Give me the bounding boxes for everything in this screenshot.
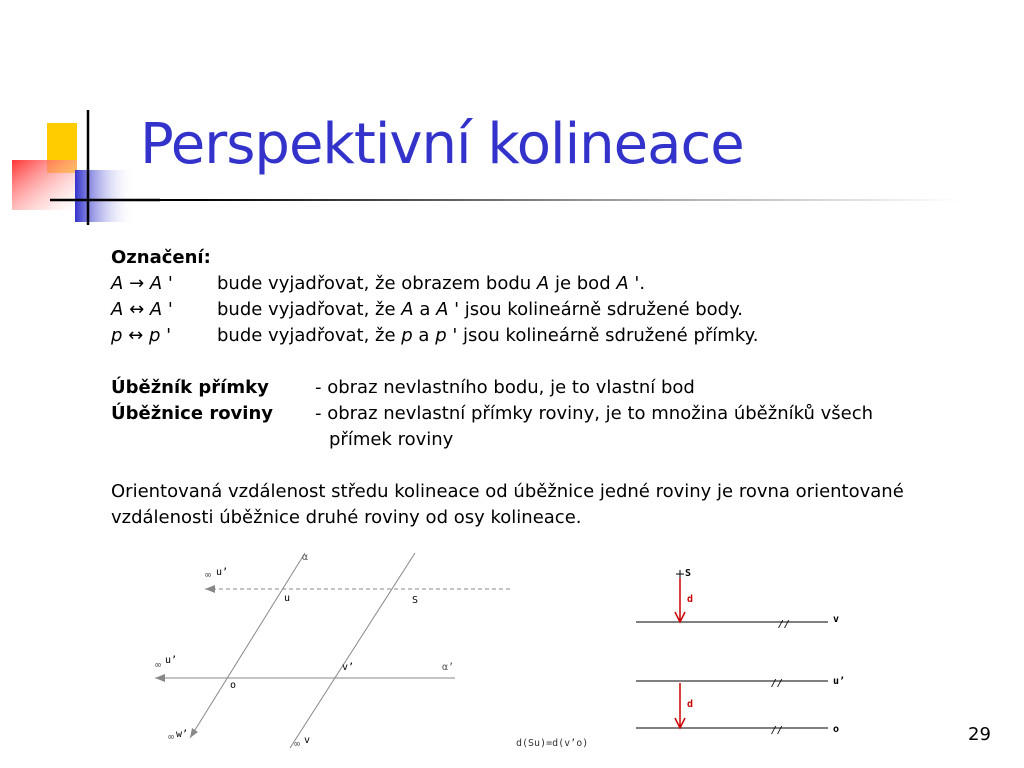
- page-number: 29: [968, 724, 991, 745]
- label-d: d: [687, 699, 694, 710]
- label-o: o: [833, 724, 840, 735]
- label-inf: ∞: [205, 570, 212, 581]
- parallel-mark: //: [778, 619, 791, 630]
- parallel-mark: //: [771, 725, 784, 736]
- parallel-mark: //: [771, 678, 784, 689]
- definition-term: Úběžnice roviny: [111, 403, 274, 424]
- label-w-prime: w’: [176, 729, 189, 740]
- figure-right: [630, 560, 850, 746]
- slide-title: Perspektivní kolineace: [140, 112, 744, 177]
- label-alpha: α: [302, 552, 309, 563]
- definition-row: [111, 401, 991, 427]
- figure-left: [150, 548, 610, 754]
- label-inf: ∞: [294, 739, 301, 750]
- slide-body: [111, 245, 991, 531]
- label-u-prime: u’: [833, 676, 846, 687]
- definition-term: Úběžník přímky: [111, 377, 269, 398]
- label-u: u: [284, 593, 291, 604]
- figure-caption: d(Su)=d(v’o): [516, 738, 589, 749]
- label-u-prime: u’: [216, 567, 229, 578]
- label-inf: ∞: [155, 660, 162, 671]
- orientation-paragraph: Orientovaná vzdálenost středu kolineace od úběžnice jedné roviny je rovna orientované vzdálenosti úběžnice druhé roviny od osy kolineace.: [111, 481, 904, 528]
- label-S: S: [412, 595, 419, 606]
- deco-red-square: [12, 160, 77, 210]
- definition-row: [111, 375, 991, 401]
- deco-blue-square: [75, 170, 135, 222]
- title-rule: [60, 199, 960, 201]
- title-decoration: [0, 0, 160, 240]
- notation-row: p ↔ p ' bude vyjadřovat, že p a p ' jsou kolineárně sdružené přímky.: [111, 325, 759, 346]
- label-u-prime: u’: [165, 655, 178, 666]
- notation-row: A → A ' bude vyjadřovat, že obrazem bodu A je bod A '.: [111, 273, 646, 294]
- label-alpha-prime: α’: [442, 662, 455, 673]
- label-S: S: [685, 568, 692, 579]
- label-d: d: [687, 594, 694, 605]
- notation-row: A ↔ A ' bude vyjadřovat, že A a A ' jsou kolineárně sdružené body.: [111, 299, 743, 320]
- label-v-prime: v’: [342, 662, 355, 673]
- notation-heading: Označení:: [111, 247, 211, 268]
- definition-text: - obraz nevlastního bodu, je to vlastní bod: [315, 377, 695, 398]
- label-o: o: [230, 680, 237, 691]
- definition-text: - obraz nevlastní přímky roviny, je to množina úběžníků všech: [315, 403, 874, 424]
- label-v: v: [833, 614, 840, 625]
- line-through-S: [290, 553, 415, 748]
- definition-continuation: přímek roviny: [329, 429, 454, 450]
- label-v: v: [304, 735, 311, 746]
- label-inf: ∞: [168, 732, 175, 743]
